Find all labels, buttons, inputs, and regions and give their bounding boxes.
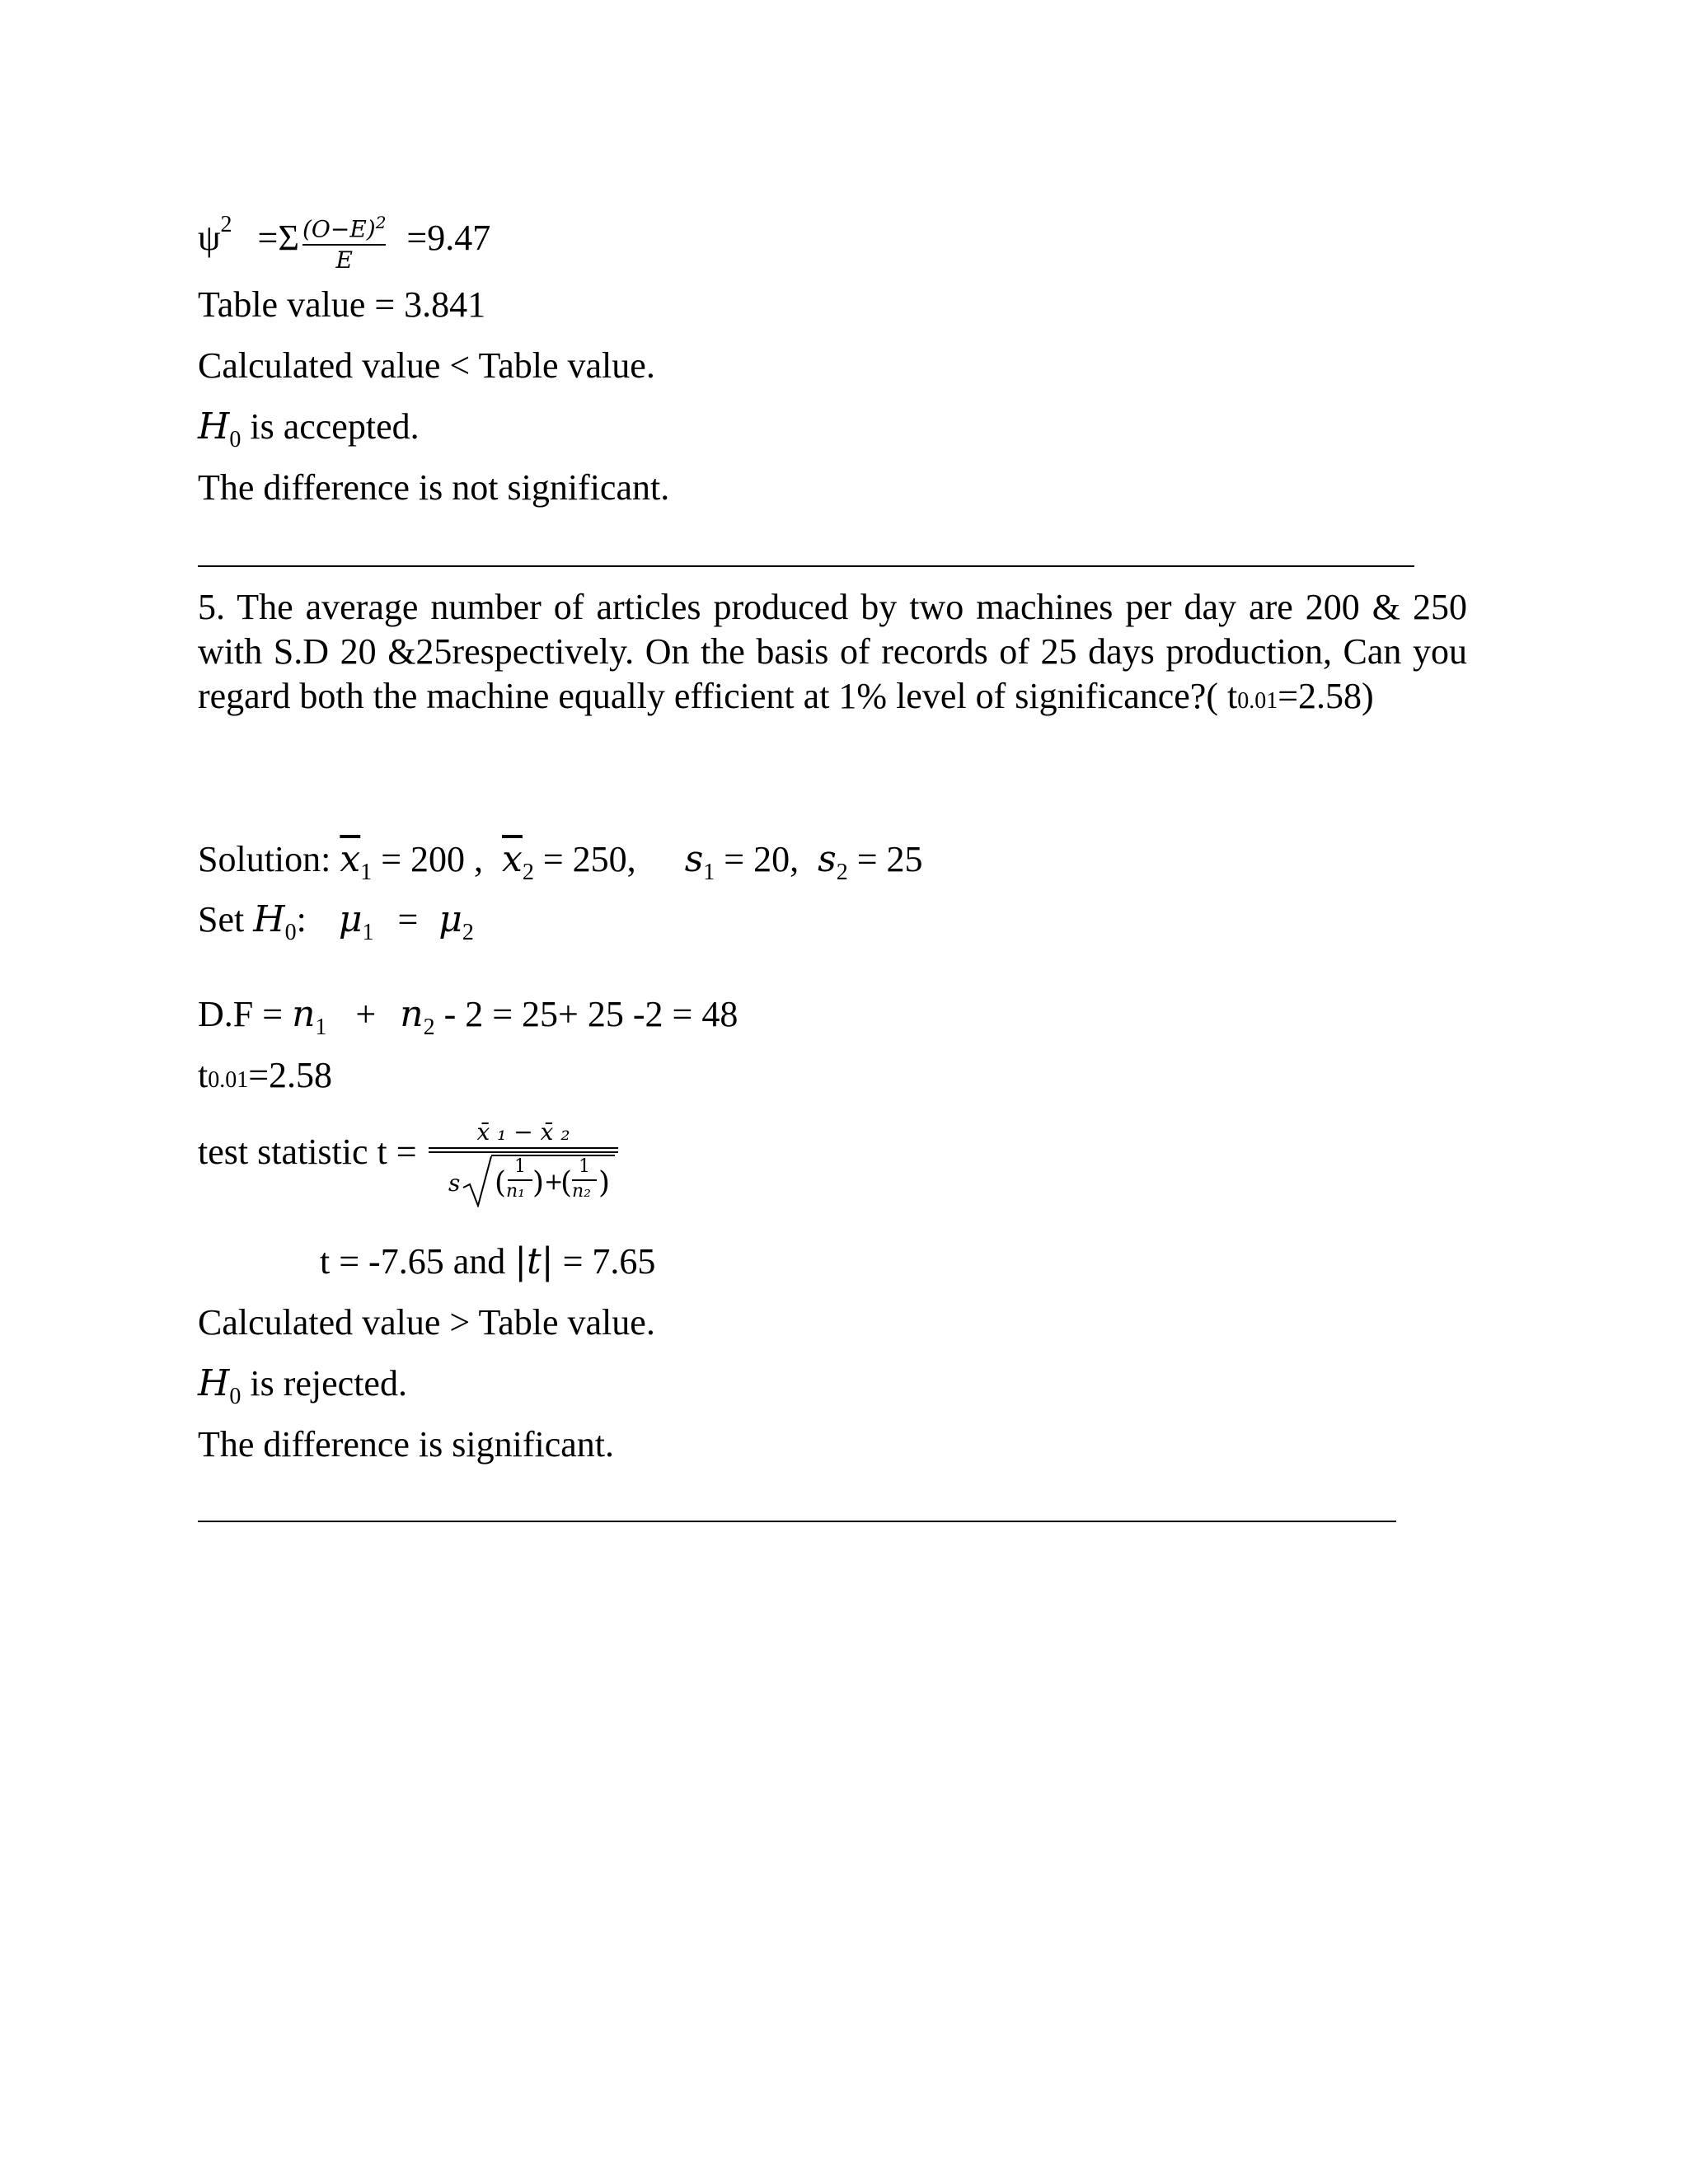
- t-result-line: [320, 1239, 655, 1285]
- s2-subscript: 2: [836, 860, 848, 885]
- n2-symbol: n: [400, 993, 424, 1035]
- chi-fraction: [302, 209, 386, 274]
- n1-symbol: n: [292, 993, 316, 1035]
- fraction-denominator: E: [335, 246, 353, 274]
- x2-bar: $\overline{x}$: [502, 838, 523, 880]
- mu1-symbol: μ: [338, 898, 363, 940]
- numerator-power: 2: [375, 212, 387, 232]
- sqrt-icon: [462, 1155, 495, 1207]
- t-subscript: 0.01: [208, 1067, 249, 1093]
- test-statistic-label: test statistic t =: [198, 1132, 417, 1172]
- h-subscript: 0: [229, 1384, 241, 1409]
- question-paragraph: [198, 585, 1467, 724]
- chi-square-formula: [198, 202, 490, 274]
- df-rest: - 2 = 25+ 25 -2 = 48: [434, 994, 738, 1034]
- h0-accepted-line: [198, 404, 420, 463]
- set-h0-line: [198, 897, 474, 956]
- fraction-numerator: x̄ ₁ − x̄ ₂: [476, 1118, 570, 1146]
- abs-t-value: = 7.65: [553, 1241, 656, 1282]
- solution-line: [198, 837, 923, 896]
- df-line: [198, 991, 738, 1051]
- plus-sign: +: [544, 1168, 564, 1195]
- one-numerator-1: 1: [514, 1156, 526, 1177]
- x2-subscript: 2: [522, 860, 534, 885]
- h-subscript: 0: [229, 427, 241, 452]
- n2-denominator: n₂: [572, 1181, 591, 1202]
- psi-symbol: ψ: [198, 218, 221, 258]
- equals-sign: =: [397, 899, 419, 940]
- test-statistic-fraction: [429, 1119, 618, 1211]
- n2-subscript: 2: [423, 1015, 435, 1040]
- s1-subscript: 1: [703, 860, 715, 885]
- question-t-subscript: 0.01: [1237, 688, 1278, 714]
- set-label: Set: [198, 899, 254, 940]
- test-statistic-line: [198, 1129, 417, 1175]
- fraction-numerator: (O−E): [302, 215, 376, 243]
- significant-line: The difference is significant.: [198, 1424, 614, 1465]
- question-t-label: t: [1226, 676, 1238, 716]
- t-value: =2.58: [248, 1055, 333, 1095]
- psi-power: 2: [220, 212, 232, 237]
- h-symbol: H: [198, 405, 230, 448]
- colon: :: [296, 899, 307, 940]
- h-symbol: H: [198, 1362, 230, 1404]
- sum-symbol: Σ: [278, 218, 299, 258]
- abs-t: |t|: [514, 1240, 554, 1282]
- n1-subscript: 1: [315, 1015, 327, 1040]
- chi-result: =9.47: [406, 218, 491, 258]
- t-label: t: [198, 1055, 209, 1095]
- fraction-denominator: s ( 1 n₁ ) + ( 1 n₂ ): [429, 1153, 618, 1211]
- x1-bar: $\overline{x}$: [340, 838, 361, 880]
- s1-symbol: s: [684, 838, 704, 880]
- question-text: 5. The average number of articles produced by two machines per day are 200 & 250 with S.D 20 &25respectively. On the basis of records of 25 days production, Can you regard both the machine equally efficient at 1% level of significance?(: [198, 587, 1467, 716]
- s-symbol: s: [448, 1169, 461, 1197]
- h0-rejected-line: [198, 1361, 407, 1420]
- section-divider: [198, 565, 1414, 567]
- equals-sign: =: [257, 218, 279, 258]
- comparison-greater-line: Calculated value > Table value.: [198, 1302, 655, 1343]
- mu1-subscript: 1: [362, 920, 374, 945]
- mu2-subscript: 2: [462, 920, 474, 945]
- x1-subscript: 1: [360, 860, 373, 885]
- rejected-text: is rejected.: [241, 1363, 407, 1404]
- s2-symbol: s: [818, 838, 837, 880]
- t-result-text: t = -7.65 and: [320, 1241, 515, 1282]
- not-significant-line: The difference is not significant.: [198, 467, 670, 508]
- question-t-value: =2.58): [1278, 676, 1374, 716]
- bottom-divider: [198, 1521, 1396, 1522]
- one-numerator-2: 1: [579, 1156, 590, 1177]
- plus-sign: +: [355, 994, 377, 1034]
- h-symbol: H: [253, 898, 285, 940]
- s1-value: = 20,: [715, 839, 799, 879]
- mu2-symbol: μ: [438, 898, 462, 940]
- solution-label: Solution:: [198, 839, 340, 879]
- df-label: D.F =: [198, 994, 293, 1034]
- accepted-text: is accepted.: [241, 406, 420, 447]
- x1-value: = 200 ,: [372, 839, 484, 879]
- s2-value: = 25: [847, 839, 923, 879]
- comparison-less-line: Calculated value < Table value.: [198, 345, 655, 386]
- h-subscript: 0: [284, 920, 297, 945]
- n1-denominator: n₁: [506, 1181, 525, 1202]
- x2-value: = 250,: [533, 839, 636, 879]
- table-value-line: Table value = 3.841: [198, 284, 486, 325]
- t-table-line: [198, 1052, 332, 1104]
